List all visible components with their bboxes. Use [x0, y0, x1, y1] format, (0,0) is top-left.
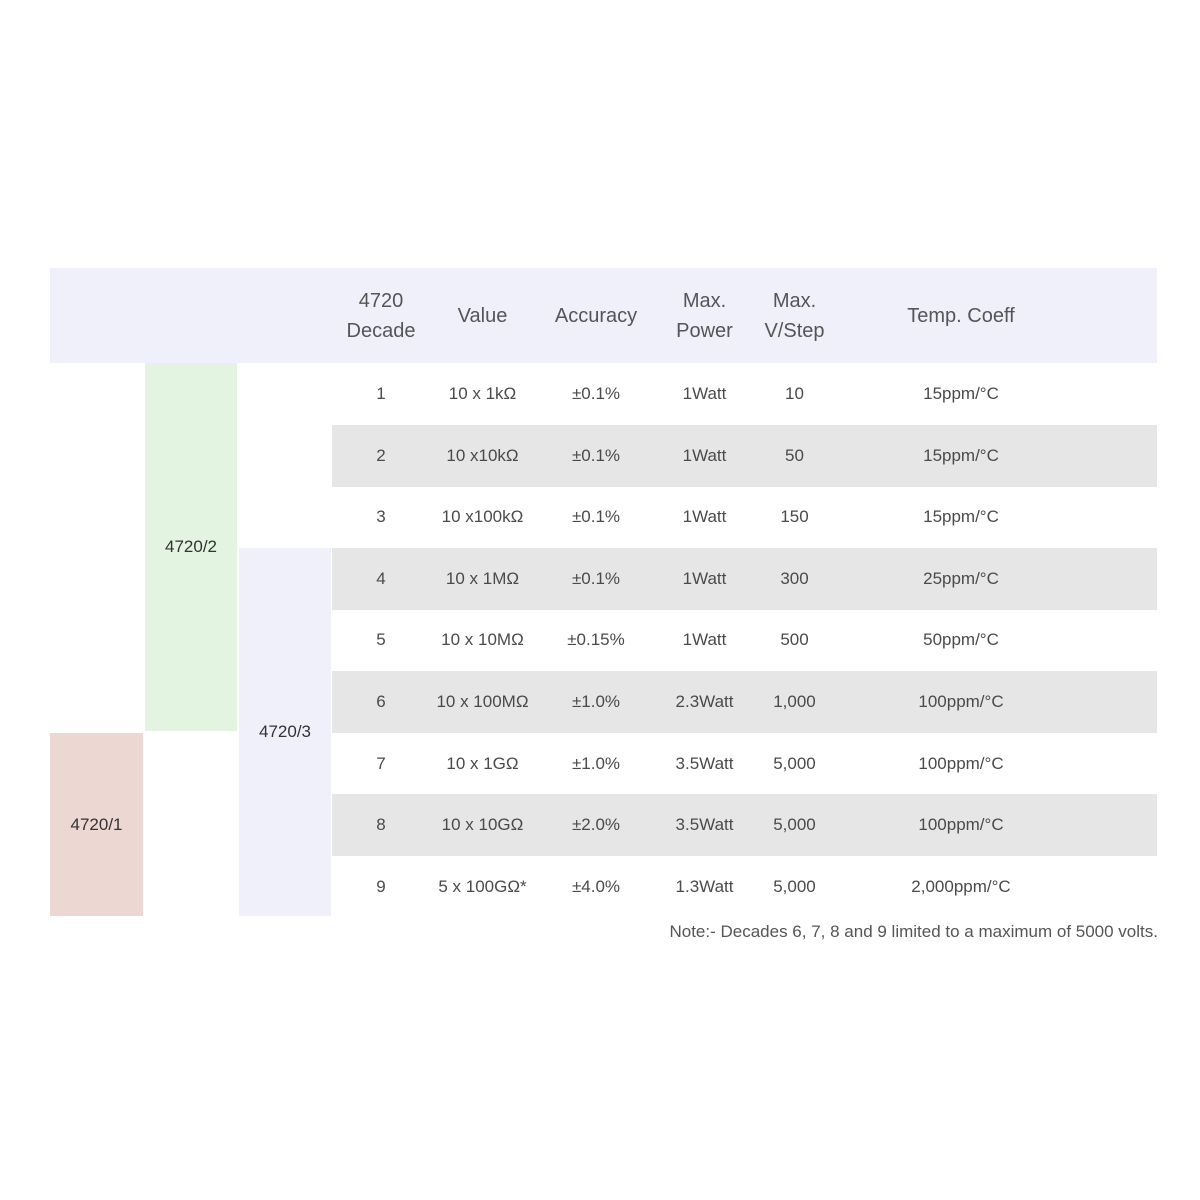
- table-row: [332, 733, 1157, 795]
- cell-max-power: 3.5Watt: [675, 753, 734, 773]
- cell-accuracy: ±0.1%: [571, 568, 621, 588]
- cell-temp-coeff: 15ppm/°C: [923, 384, 999, 403]
- model-4720-1-label: 4720/1: [70, 814, 123, 834]
- cell-temp-coeff: 100ppm/°C: [918, 753, 1004, 773]
- cell-max-v-step: 50: [785, 445, 804, 465]
- header-value: Value: [457, 304, 508, 327]
- cell-temp-coeff: 15ppm/°C: [923, 507, 999, 527]
- cell-value: 10 x 100MΩ: [436, 692, 529, 711]
- header-decade: 4720 Decade: [346, 289, 416, 342]
- cell-decade: 4: [376, 568, 386, 588]
- cell-max-v-step: 500: [780, 630, 809, 650]
- footnote: Note:- Decades 6, 7, 8 and 9 limited to a maximum of 5000 volts.: [669, 922, 1158, 941]
- cell-decade: 2: [376, 445, 386, 465]
- cell-decade: 6: [376, 692, 386, 711]
- cell-decade: 7: [376, 753, 386, 773]
- cell-value: 5 x 100GΩ*: [438, 876, 527, 896]
- table-row: [332, 548, 1157, 610]
- cell-decade: 3: [376, 507, 386, 527]
- cell-decade: 8: [376, 815, 386, 835]
- cell-max-v-step: 10: [785, 384, 804, 403]
- header-max-power: Max. Power: [676, 289, 733, 342]
- cell-max-v-step: 1,000: [773, 692, 816, 711]
- cell-accuracy: ±0.1%: [571, 445, 621, 465]
- cell-accuracy: ±0.1%: [571, 507, 621, 527]
- cell-decade: 9: [376, 876, 386, 896]
- cell-value: 10 x 1MΩ: [445, 568, 520, 588]
- cell-value: 10 x 10MΩ: [441, 630, 524, 650]
- cell-decade: 5: [376, 630, 386, 650]
- model-4720-1-block: [50, 733, 143, 916]
- cell-temp-coeff: 25ppm/°C: [923, 568, 999, 588]
- cell-accuracy: ±4.0%: [571, 876, 621, 896]
- cell-max-power: 1Watt: [682, 384, 727, 403]
- cell-value: 10 x 1kΩ: [448, 384, 517, 403]
- table-row: [332, 425, 1157, 487]
- table-row: [332, 671, 1157, 733]
- table-row: [332, 486, 1157, 548]
- cell-max-v-step: 5,000: [773, 815, 816, 835]
- header-temp-coeff: Temp. Coeff: [907, 304, 1015, 327]
- header-max-v-step: Max. V/Step: [764, 289, 825, 342]
- model-4720-2-label: 4720/2: [165, 537, 217, 556]
- cell-max-power: 2.3Watt: [675, 692, 734, 711]
- model-4720-2-block: [145, 363, 237, 731]
- cell-max-power: 1.3Watt: [675, 876, 734, 896]
- cell-max-power: 1Watt: [682, 630, 727, 650]
- cell-accuracy: ±2.0%: [571, 815, 621, 835]
- cell-max-power: 1Watt: [682, 445, 727, 465]
- cell-max-v-step: 300: [780, 568, 809, 588]
- cell-accuracy: ±0.1%: [571, 384, 621, 403]
- cell-value: 10 x10kΩ: [446, 445, 519, 465]
- cell-temp-coeff: 15ppm/°C: [923, 445, 999, 465]
- cell-max-power: 1Watt: [682, 568, 727, 588]
- cell-max-v-step: 150: [780, 507, 809, 527]
- model-4720-3-block: [239, 548, 331, 916]
- table-row: [332, 856, 1157, 918]
- table-row: [332, 794, 1157, 856]
- cell-decade: 1: [376, 384, 386, 403]
- cell-temp-coeff: 100ppm/°C: [918, 815, 1004, 835]
- table-row: [332, 363, 1157, 425]
- header-accuracy: Accuracy: [554, 304, 638, 327]
- cell-accuracy: ±1.0%: [571, 692, 621, 711]
- cell-max-v-step: 5,000: [773, 753, 816, 773]
- cell-temp-coeff: 2,000ppm/°C: [911, 876, 1011, 896]
- cell-max-power: 3.5Watt: [675, 815, 734, 835]
- cell-max-power: 1Watt: [682, 507, 727, 527]
- cell-value: 10 x 1GΩ: [446, 753, 519, 773]
- cell-value: 10 x100kΩ: [441, 507, 524, 527]
- cell-accuracy: ±1.0%: [571, 753, 621, 773]
- cell-value: 10 x 10GΩ: [441, 815, 524, 835]
- table-row: [332, 609, 1157, 671]
- cell-accuracy: ±0.15%: [567, 630, 625, 650]
- cell-temp-coeff: 100ppm/°C: [918, 692, 1004, 711]
- cell-temp-coeff: 50ppm/°C: [923, 630, 999, 650]
- model-4720-3-label: 4720/3: [259, 722, 311, 741]
- cell-max-v-step: 5,000: [773, 876, 816, 896]
